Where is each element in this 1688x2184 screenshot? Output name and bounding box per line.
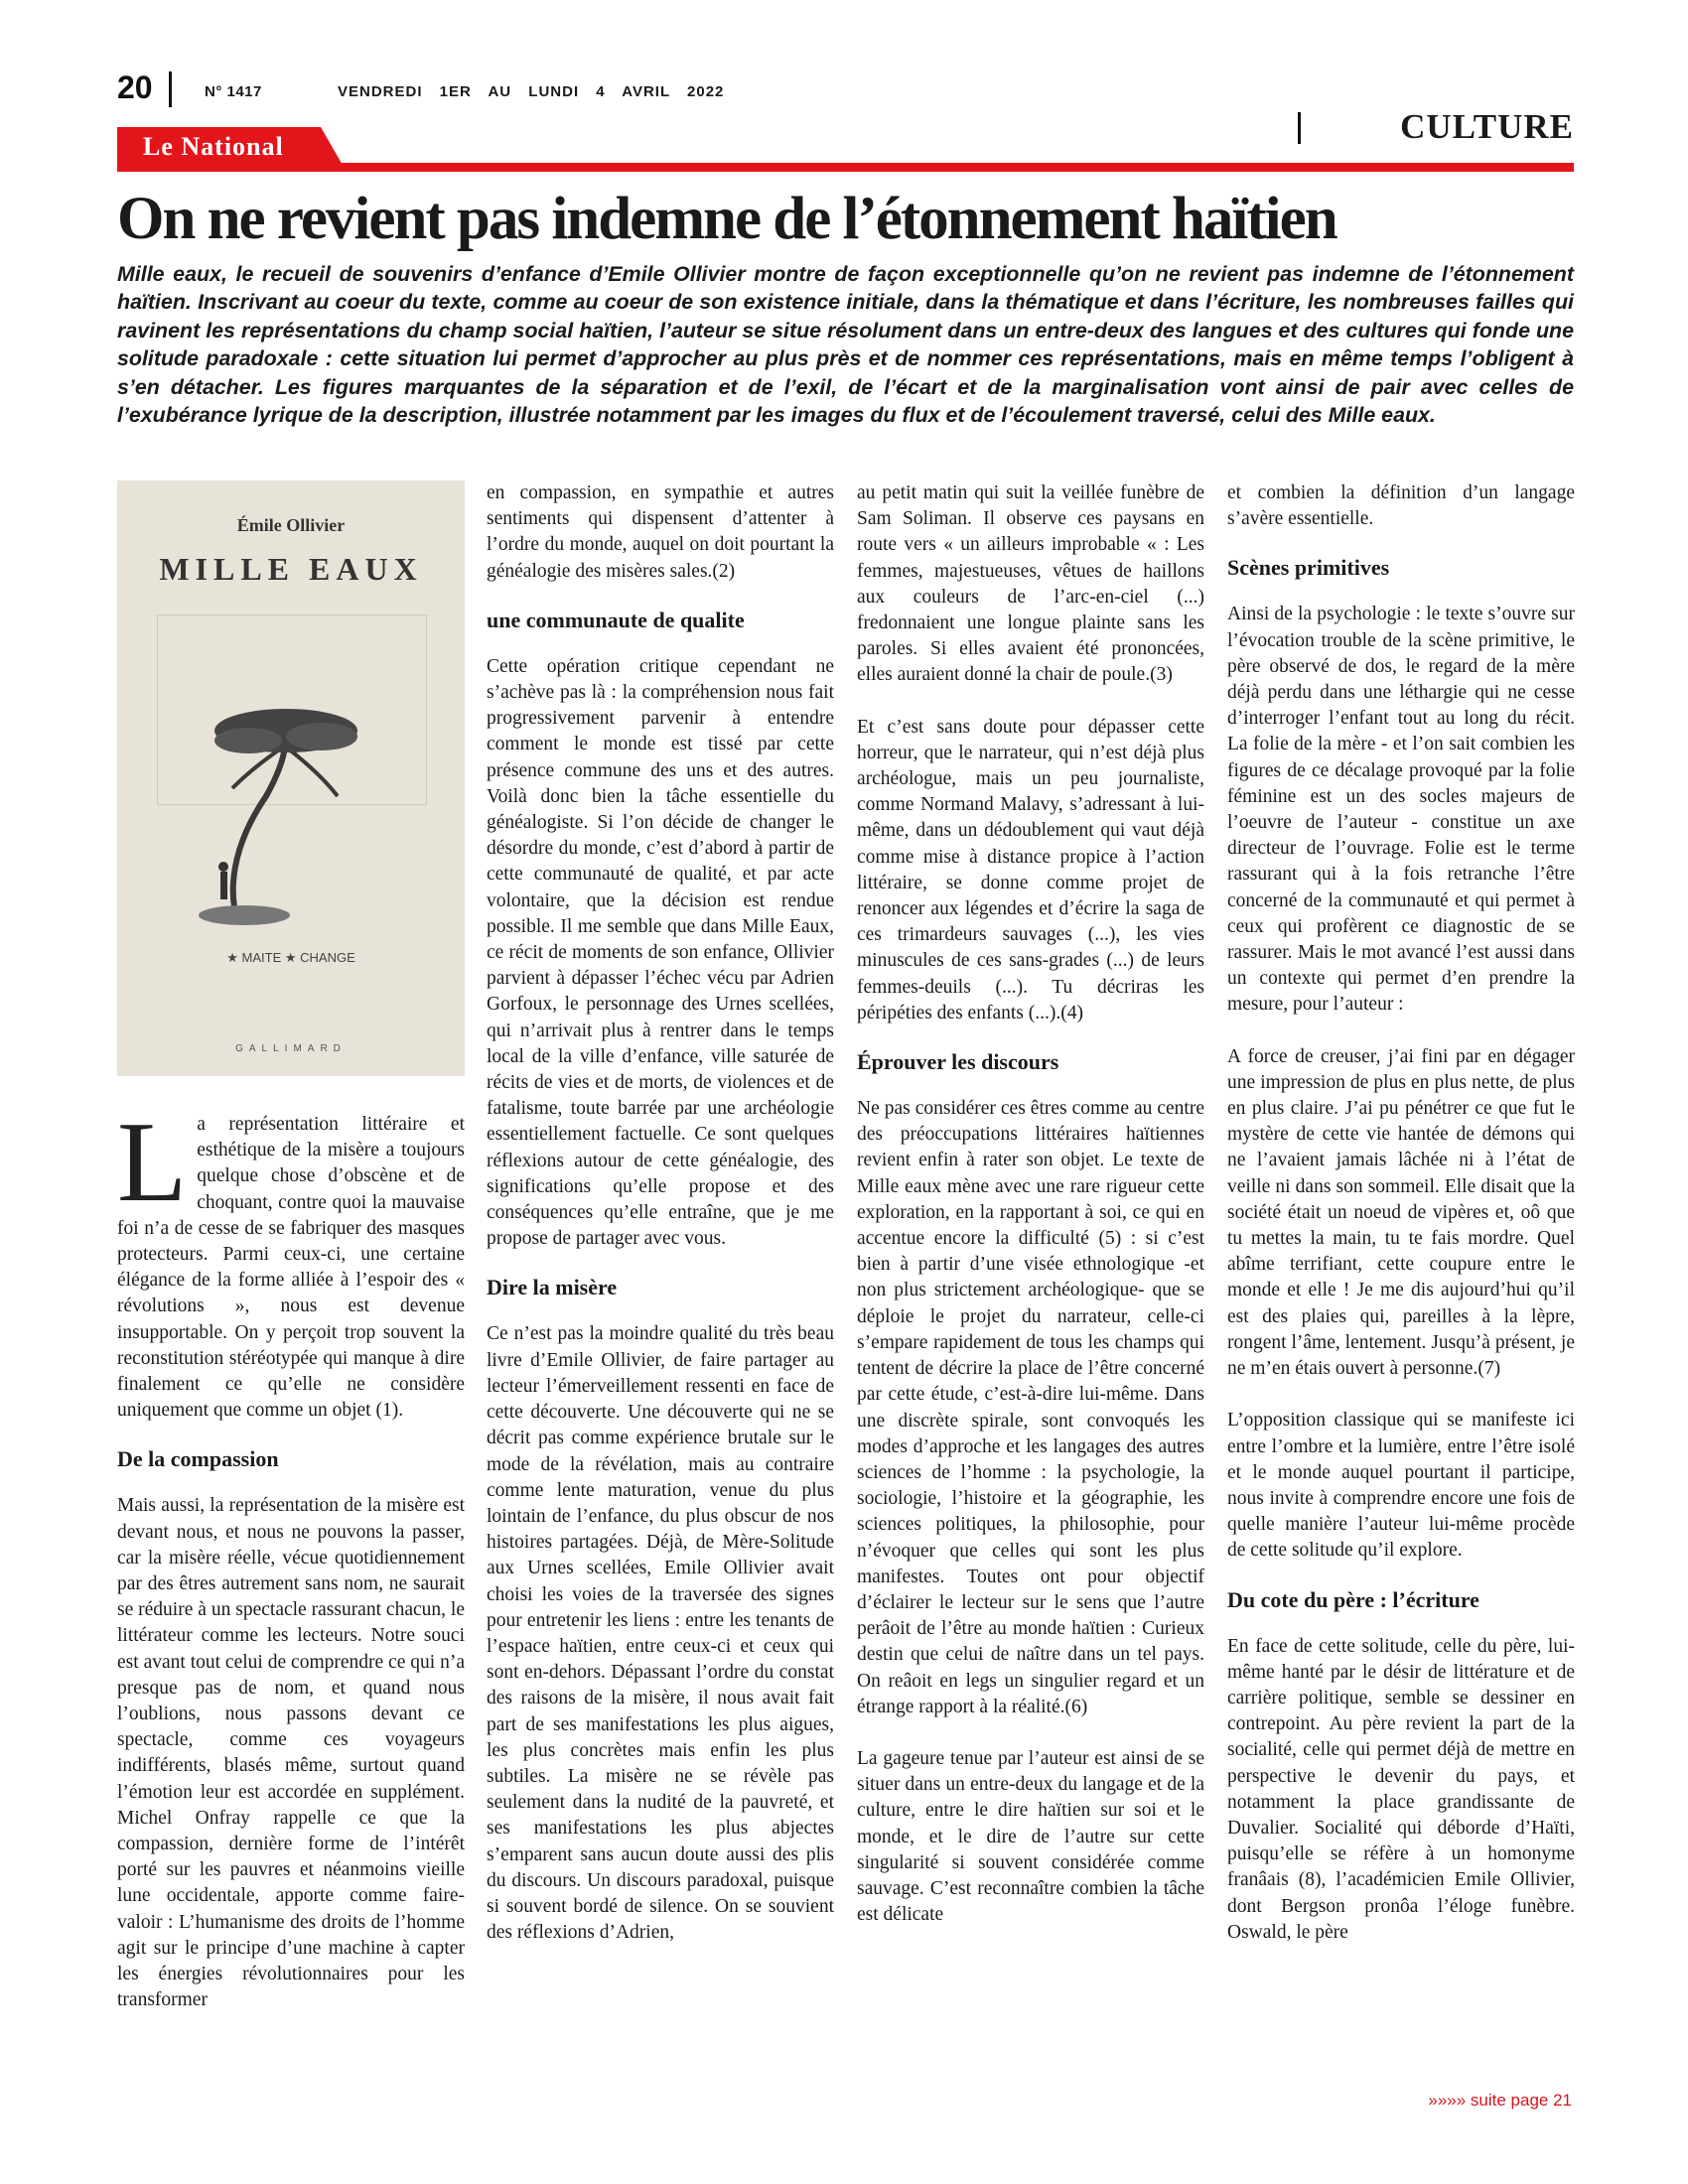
cover-author: Émile Ollivier xyxy=(236,515,346,535)
newspaper-logo xyxy=(117,127,344,167)
subheading: Éprouver les discours xyxy=(857,1049,1059,1075)
paragraph: La gageure tenue par l’auteur est ainsi de se situer dans un entre-deux du langage et de la culture, entre le dire haïtien sur soi et le monde, et le dire de l’autre sur cette singularité si souvent considérée comme sauvage. C’est reconnaître combien la tâche est délicate xyxy=(857,1747,1204,1926)
quoted-paragraph: A force de creuser, j’ai fini par en dégager une impression de plus en plus nette, de plus en plus claire. J’ai pu pénétrer ce que fut le mystère de cette vie hantée de démons qui ne l’avaient jamais lâchée ni à l’état de veille ni dans son sommeil. Elle disait que la société était un noeud de vipères et, oô que tu mettes la main, tu te fais mordre. Quel abîme terrifiant, cette coupure entre le monde et elle ! Je me dis aujourd’hui qu’il est des plaies qui, pareilles à la lèpre, rongent l’âme, lentement. Jusqu’à présent, je ne m’en étais ouvert à personne.(7) xyxy=(1227,1045,1575,1380)
drop-cap: L xyxy=(117,1099,188,1225)
column-3 xyxy=(857,480,1204,1928)
column-4 xyxy=(1227,480,1575,1946)
subheading: une communaute de qualite xyxy=(487,607,745,632)
newspaper-name: Le National xyxy=(143,132,284,161)
cover-publisher-mark: ★ MAITE ★ CHANGE xyxy=(226,950,355,965)
column-2 xyxy=(487,480,834,1946)
subheading: Scènes primitives xyxy=(1227,555,1390,581)
paragraph: et combien la définition d’un langage s’avère essentielle. xyxy=(1227,482,1575,530)
paragraph: L’opposition classique qui se manifeste ici entre l’ombre et la lumière, entre l’être isolé et le monde auquel pourtant il participe, nous invite à comprendre encore une fois de quelle manière l’auteur lui-même procède de cette solitude qu’il explore. xyxy=(1227,1410,1575,1562)
paragraph: Ainsi de la psychologie : le texte s’ouvre sur l’évocation trouble de la scène primitive, le père observé de dos, le regard de la mère déjà perdu dans une léthargie qui ne cesse d’interroger l’enfant tout au long du récit. La folie de la mère - et l’on sait combien les figures de ce décalage provoqué par la folie féminine est un des socles majeurs de l’oeuvre de l’auteur - constitue un axe directeur de l’ouvrage. Folie est le terme rassurant qui à la fois retranche l’être concerné de la communauté et qui permet à ceux qui profèrent ce diagnostic de se rassurer. Mais le mot avancé l’est aussi dans un contexte qui permet d’en prendre la mesure, pour l’auteur : xyxy=(1227,604,1575,1016)
subheading: De la compassion xyxy=(117,1446,279,1472)
column-1 xyxy=(117,480,465,2014)
red-rule xyxy=(117,163,1574,172)
article-title: On ne revient pas indemne de l’étonnement haïtien xyxy=(117,186,1336,252)
continued-on-page-link[interactable]: »»»» suite page 21 xyxy=(1428,2091,1572,2110)
cover-title: MILLE EAUX xyxy=(159,551,423,587)
page-number: 20 xyxy=(117,69,153,105)
paragraph: Ce n’est pas la moindre qualité du très beau livre d’Emile Ollivier, de faire partager au lecteur l’émerveillement ressenti en face de cette découverte. Une découverte qui ne se décrit pas comme expérience brutale sur le mode de la révélation, mais au contraire comme lente maturation, venue du plus lointain de l’enfance, du plus obscur de nos histoires partagées. Déjà, de Mère-Solitude aux Urnes scellées, Emile Ollivier avait choisi les voies de la traversée des signes pour entretenir les liens : entre les tenants de l’espace haïtien, entre ceux-ci et ceux qui sont en-dehors. Dépassant l’ordre du constat des raisons de la misère, il nous avait fait part de ses manifestations les plus aigues, les plus concrètes mais enfin les plus subtiles. La misère ne se révèle pas seulement dans la nudité de la pauvreté, et ses manifestations les plus abjectes s’emparent sans aucun doute aussi des plis du discours. Un discours paradoxal, puisque si souvent bordé de silence. On se souvient des réflexions d’Adrien, xyxy=(487,1323,834,1944)
subheading: Dire la misère xyxy=(487,1275,618,1300)
paragraph xyxy=(117,1099,465,1424)
article-lede: Mille eaux, le recueil de souvenirs d’enfance d’Emile Ollivier montre de façon exceptionnelle qu’on ne revient pas indemne de l’étonnement haïtien. Inscrivant au coeur du texte, comme au coeur de son existence initiale, dans la thématique et dans l’écriture, les nombreuses failles qui ravinent les représentations du champ social haïtien, l’auteur se situe résolument dans un entre-deux des langues et des cultures qui fonde une solitude paradoxale : cette situation lui permet d’approcher au plus près et de nommer ces représentations, mais en même temps l’obligent à s’en détacher. Les figures marquantes de la séparation et de l’exil, de l’écart et de la marginalisation vont ainsi de pair avec celles de l’exubérance lyrique de la description, illustrée notamment par les images du flux et de l’écoulement traversé, celui des Mille eaux. xyxy=(117,262,1574,428)
issue-number: N° 1417 xyxy=(205,83,262,100)
paragraph: au petit matin qui suit la veillée funèbre de Sam Soliman. Il observe ces paysans en route vers « un ailleurs improbable « : Les femmes, majestueuses, vêtues de haillons aux couleurs de l’arc-en-ciel (...) fredonnaient une longue plainte sans les paroles. Si elles avaient été prononcées, elles auraient donné la chair de poule.(3) xyxy=(857,482,1204,686)
folio-line xyxy=(117,69,1574,109)
paragraph: Ne pas considérer ces êtres comme au centre des préoccupations littéraires haïtiennes revient enfin à rater son objet. Le texte de Mille eaux mène avec une rare rigueur cette exploration, en la rapportant à soi, ce qui en accentue encore la difficulté (5) : si c’est bien à partir d’une visée ethnologique -et non plus strictement archéologique- que se déploie le projet du narrateur, celle-ci s’empare rapidement de tous les champs qui tentent de décrire la place de l’être concerné par cette étude, c’est-à-dire lui-même. Dans une discrète spirale, sont convoqués les modes d’approche et les langages des autres sciences de l’homme : la psychologie, la sociologie, l’histoire et la géographie, les sciences politiques, la philosophie, pour n’évoquer que celles qui sont les plus manifestes. Toutes ont pour objectif d’éclairer le lecteur sur le sens que l’autre perâoit de l’être au monde haïtien : Curieux destin que celui de naître dans un tel pays. On reâoit en legs un singulier regard et un étrange rapport à la réalité.(6) xyxy=(857,1098,1204,1717)
paragraph-text: a représentation littéraire et esthétique de la misère a toujours quelque chose d’obscène et de choquant, contre quoi la mauvaise foi n’a de cesse de se fabriquer des masques protecteurs. Parmi ceux-ci, une certaine élégance de la forme alliée à l’espoir des « révolutions », nous est devenue insupportable. On y perçoit trop souvent la reconstitution stéréotypée qui manque à dire finalement ce qu’elle ne considère uniquement que comme un objet (1). xyxy=(117,1114,465,1422)
subheading: Du cote du père : l’écriture xyxy=(1227,1586,1479,1612)
section-title: CULTURE xyxy=(1400,107,1574,146)
issue-date: VENDREDI 1ER AU LUNDI 4 AVRIL 2022 xyxy=(338,83,725,100)
paragraph: en compassion, en sympathie et autres sentiments qui dispensent d’attenter à l’ordre du monde, auquel on doit pourtant la généalogie des misères sales.(2) xyxy=(487,482,834,582)
tree-silhouette-illustration xyxy=(117,480,465,1076)
cover-imprint: GALLIMARD xyxy=(235,1043,347,1054)
book-cover-image xyxy=(117,480,465,1076)
paragraph: Cette opération critique cependant ne s’achève pas là : la compréhension nous fait progressivement parvenir à entendre comment le monde est tissé par cette présence commune des uns et des autres. Voilà donc bien la tâche essentielle du généalogiste. Si l’on décide de changer le désordre du monde, c’est d’abord à partir de cette communauté de qualité, et par acte volontaire, que la décision est rendue possible. Il me semble que dans Mille Eaux, ce récit de moments de son enfance, Ollivier parvient à dépasser l’échec vécu par Adrien Gorfoux, le personnage des Urnes scellées, qui n’arrivait plus à rentrer dans le temps local de la ville d’enfance, ville saturée de récits de vies et de morts, de violences et de fatalisme, toute barrée par une archéologie essentiellement factuelle. Ce sont quelques réflexions autour de cette généalogie, des significations qu’elle propose et des conséquences qu’elle entraîne, que je me propose de partager avec vous. xyxy=(487,655,834,1250)
divider xyxy=(1298,112,1301,144)
paragraph: Et c’est sans doute pour dépasser cette horreur, que le narrateur, qui n’est déjà plus archéologue, mais un peu journaliste, comme Normand Malavy, s’adressant à lui-même, dans un dédoublement qui vaut déjà comme mise à distance propice à l’action littéraire, se donne comme projet de renoncer aux légendes et d’écrire la saga de ces trimardeurs sauvages (...), les vies minuscules de ces sans-grades (...) de leurs femmes-deuils (...). Tu décriras les péripéties des enfants (...).(4) xyxy=(857,716,1204,1024)
paragraph: En face de cette solitude, celle du père, lui-même hanté par le désir de littérature et de carrière politique, semble se dessiner en contrepoint. Au père revient la part de la socialité, celle qui permet déjà de mettre en perspective le devenir du pays, et notamment la place grandissante de Duvalier. Socialité qui déborde d’Haïti, puisqu’elle se réfère à un homonyme franâais (8), l’académicien Emile Ollivier, dont Bergson pronôa l’éloge funèbre. Oswald, le père xyxy=(1227,1635,1575,1943)
divider xyxy=(169,71,172,107)
paragraph: Mais aussi, la représentation de la misère est devant nous, et nous ne pouvons la passer, car la misère réelle, vécue quotidiennement par des êtres autrement sans nom, ne saurait se réduire à un spectacle rassurant chacun, le littérateur comme les lecteurs. Notre souci est avant tout celui de comprendre ce qui n’a presque pas de nom, et quand nous l’oublions, nous passons devant ce spectacle, comme ces voyageurs indifférents, blasés même, surtout quand l’émotion leur est accordée en supplément. Michel Onfray rappelle ce que la compassion, dernière forme de l’intérêt porté sur les pauvres et néanmoins vieille lune occidentale, apporte comme faire-valoir : L’humanisme des droits de l’homme agit sur le principe d’une machine à capter les énergies révolutionnaires pour les transformer xyxy=(117,1495,465,2011)
